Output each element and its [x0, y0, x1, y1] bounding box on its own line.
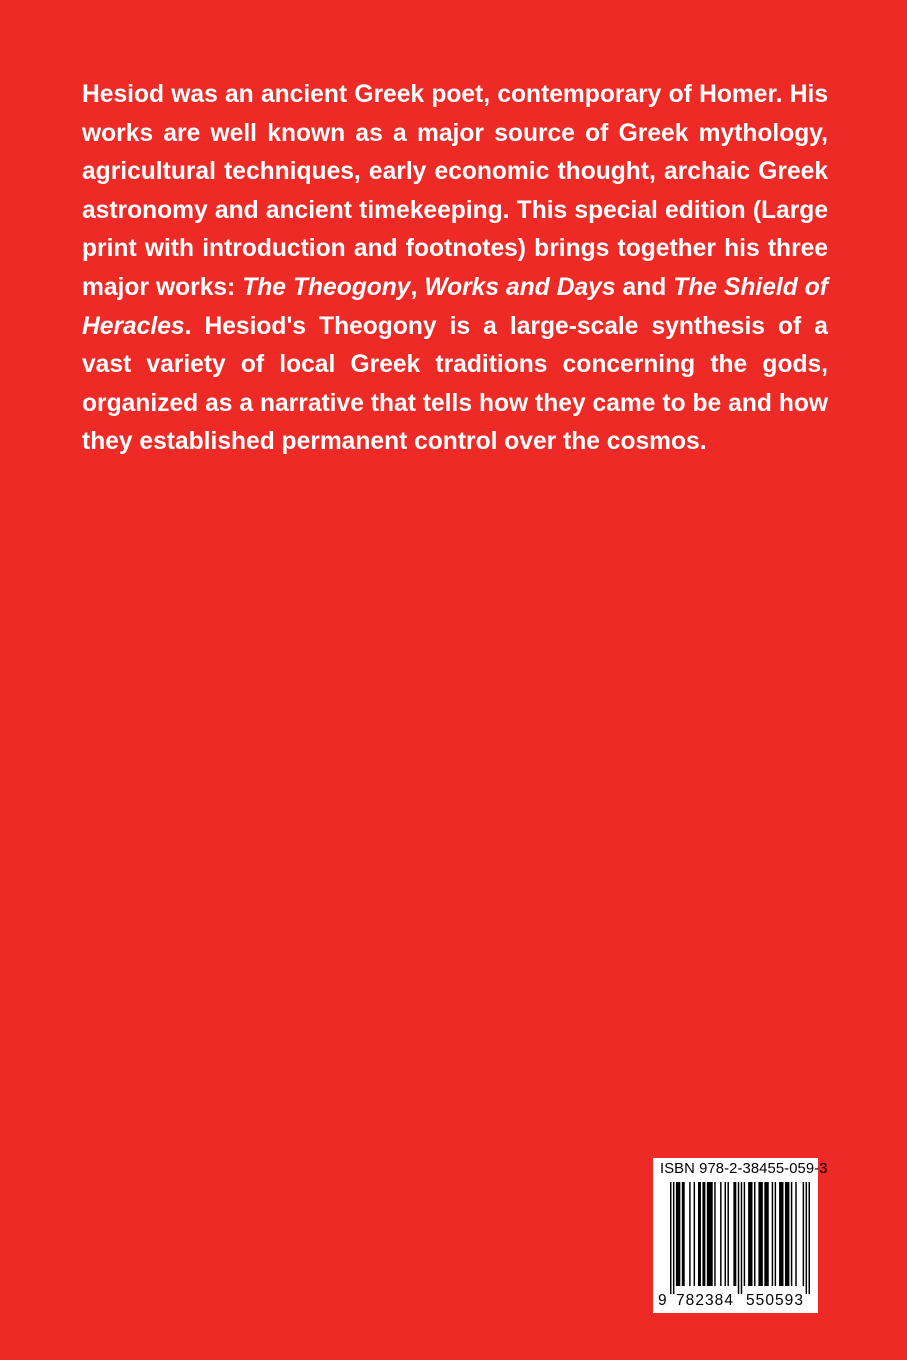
work-title-shield-of-heracles: The Shield of Heracles — [82, 273, 828, 340]
barcode-bar — [758, 1182, 762, 1286]
description-text-2: . Hesiod's Theogony is a large-scale synthesis of a vast variety of local Greek traditions concerning the gods, organized as a narrative that tells how they came to be and how they established permanent control over the cosmos. — [82, 312, 828, 456]
barcode-bar — [795, 1182, 796, 1286]
isbn-label: ISBN 978-2-38455-059-3 — [660, 1161, 828, 1177]
barcode-guard-bar — [738, 1182, 739, 1294]
barcode-bar — [720, 1182, 721, 1286]
barcode-bar — [698, 1182, 701, 1286]
isbn-barcode — [653, 1158, 828, 1313]
work-title-theogony: The Theogony — [242, 273, 411, 301]
description-separator-2: and — [615, 273, 674, 301]
barcode-bar — [682, 1182, 685, 1286]
barcode-bar — [694, 1182, 695, 1286]
barcode-bars — [670, 1182, 810, 1294]
barcode-bar — [754, 1182, 755, 1286]
barcode-bar — [775, 1182, 776, 1286]
barcode-guard-bar — [670, 1182, 671, 1294]
barcode-bar — [764, 1182, 768, 1286]
work-title-works-and-days: Works and Days — [424, 273, 616, 301]
barcode-bar — [785, 1182, 789, 1286]
barcode-bar — [689, 1182, 690, 1286]
description-text-1: Hesiod was an ancient Greek poet, contemporary of Homer. His works are well known as a major source of Greek mythology, agricultural techniques, early economic thought, archaic Greek astronomy and ancient timekeeping. This special edition (Large print with introduction and footnotes) brings together his three major works: — [82, 81, 828, 301]
barcode-bar — [803, 1182, 804, 1286]
barcode-bar — [714, 1182, 715, 1286]
barcode-guard-bar — [809, 1182, 810, 1294]
barcode-bar — [779, 1182, 783, 1286]
barcode-bar — [772, 1182, 773, 1286]
barcode-bar — [791, 1182, 792, 1286]
barcode-digit-first: 9 — [658, 1292, 667, 1309]
barcode-digits-left: 782384 — [676, 1292, 735, 1309]
barcode-bar — [702, 1182, 705, 1286]
barcode-guard-bar — [673, 1182, 674, 1294]
barcode-bar — [733, 1182, 736, 1286]
description-separator-1: , — [410, 273, 425, 301]
barcode-guard-bar — [806, 1182, 807, 1294]
barcode-bar — [676, 1182, 680, 1286]
barcode-bar — [748, 1182, 752, 1286]
barcode-bar — [725, 1182, 726, 1286]
barcode-bar — [744, 1182, 745, 1286]
barcode-digits-right: 550593 — [746, 1292, 805, 1309]
book-description — [82, 76, 828, 462]
barcode-bar — [707, 1182, 713, 1286]
barcode-digits — [658, 1292, 814, 1310]
barcode-guard-bar — [741, 1182, 742, 1294]
barcode-bar — [727, 1182, 728, 1286]
